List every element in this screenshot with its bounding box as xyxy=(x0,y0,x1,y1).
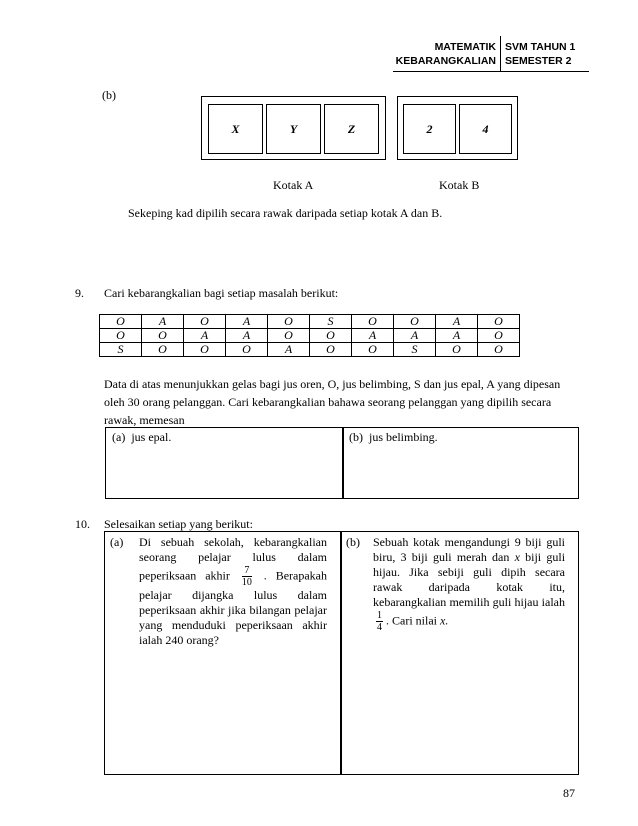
fraction-denominator: 10 xyxy=(241,577,252,588)
table-cell: S xyxy=(310,315,352,329)
table-cell: A xyxy=(352,329,394,343)
table-row xyxy=(100,343,520,357)
table-cell: A xyxy=(142,315,184,329)
card-2: 2 xyxy=(403,104,456,154)
table-cell: O xyxy=(268,315,310,329)
table-cell: O xyxy=(142,343,184,357)
q10-prompt: Selesaikan setiap yang berikut: xyxy=(104,517,253,531)
card-y: Y xyxy=(266,104,321,154)
q9-number: 9. xyxy=(75,286,84,300)
q10-b-label: (b) xyxy=(346,535,360,549)
header-subject: MATEMATIK xyxy=(434,41,496,53)
header-underline xyxy=(393,71,589,72)
q10-a-text-2: . Berapakah pelajar dijangka lulus dalam peperiksaan akhir jika bilangan pelajar yang menduduki peperiksaan akhir ialah 240 orang? xyxy=(139,568,327,647)
fraction-numerator: 7 xyxy=(242,565,252,577)
table-cell: O xyxy=(268,329,310,343)
header-semester: SEMESTER 2 xyxy=(505,55,572,67)
q10-answer-box-a[interactable] xyxy=(104,531,342,775)
table-cell: O xyxy=(478,343,520,357)
table-cell: A xyxy=(436,315,478,329)
header-topic: KEBARANGKALIAN xyxy=(395,55,496,67)
q9-description-line-1: Data di atas menunjukkan gelas bagi jus oren, O, jus belimbing, S dan jus epal, A yang dipesan xyxy=(104,377,561,391)
table-cell: O xyxy=(478,315,520,329)
table-cell: O xyxy=(310,329,352,343)
table-cell: A xyxy=(184,329,226,343)
q9-prompt: Cari kebarangkalian bagi setiap masalah berikut: xyxy=(104,286,339,300)
table-cell: S xyxy=(100,343,142,357)
q10-a-label: (a) xyxy=(110,535,124,549)
q9-description xyxy=(104,375,584,429)
header-subject-block xyxy=(396,40,496,68)
table-cell: O xyxy=(100,315,142,329)
page-number: 87 xyxy=(563,786,575,800)
card-x: X xyxy=(208,104,263,154)
table-cell: A xyxy=(226,329,268,343)
table-cell: O xyxy=(394,315,436,329)
q10-a-text-1: Di sebuah sekolah, kebarangkalian seorang pelajar lulus dalam peperiksaan akhir xyxy=(139,535,327,583)
fraction-7-10 xyxy=(242,565,252,588)
table-cell: O xyxy=(184,315,226,329)
box-a-label: Kotak A xyxy=(273,178,314,192)
q10-b-variable: x xyxy=(514,550,520,564)
box-b-label: Kotak B xyxy=(439,178,480,192)
part-b-statement: Sekeping kad dipilih secara rawak daripada setiap kotak A dan B. xyxy=(128,206,443,220)
fraction-1-4 xyxy=(376,610,383,633)
table-cell: O xyxy=(478,329,520,343)
table-cell: O xyxy=(184,343,226,357)
part-b-label: (b) xyxy=(102,88,116,102)
table-cell: A xyxy=(436,329,478,343)
q10-number: 10. xyxy=(75,517,90,531)
q10-b-text-2: biji guli hijau. Jika sebiji guli dipih secara rawak daripada kotak itu, kebarangkalian memilih guli hijau ialah xyxy=(373,550,566,609)
fraction-numerator: 1 xyxy=(377,610,382,621)
table-row xyxy=(100,329,520,343)
card-z: Z xyxy=(324,104,379,154)
table-cell: A xyxy=(268,343,310,357)
table-cell: A xyxy=(226,315,268,329)
q9-a-label: (a) xyxy=(112,430,126,444)
q9-description-line-3: rawak, memesan xyxy=(104,413,185,427)
q9-answer-box-a[interactable] xyxy=(105,427,344,499)
q9-b-label: (b) xyxy=(349,430,363,444)
table-cell: O xyxy=(310,343,352,357)
q9-data-table xyxy=(99,314,520,357)
q10-b-text-3: . Cari nilai xyxy=(386,613,437,628)
table-cell: S xyxy=(394,343,436,357)
header-class: SVM TAHUN 1 xyxy=(505,41,576,53)
table-row xyxy=(100,315,520,329)
q9-description-line-2: oleh 30 orang pelanggan. Cari kebarangkalian bahawa seorang pelanggan yang dipilih secara xyxy=(104,395,552,409)
table-cell: O xyxy=(352,315,394,329)
q10-a-question xyxy=(139,535,327,648)
table-cell: O xyxy=(226,343,268,357)
table-cell: O xyxy=(142,329,184,343)
header-divider xyxy=(500,36,501,72)
q10-answer-box-b[interactable] xyxy=(340,531,579,775)
q9-b-text: jus belimbing. xyxy=(369,430,438,444)
table-cell: O xyxy=(436,343,478,357)
q10-b-question xyxy=(373,535,565,633)
table-cell: O xyxy=(352,343,394,357)
table-cell: O xyxy=(100,329,142,343)
header-class-block xyxy=(505,40,575,68)
q10-b-text-1: Sebuah kotak mengandungi 9 biji guli biru, 3 biji guli merah dan xyxy=(373,535,565,564)
q9-answer-box-b[interactable] xyxy=(342,427,579,499)
card-4: 4 xyxy=(459,104,512,154)
fraction-denominator: 4 xyxy=(377,622,382,633)
q10-b-variable-end: x. xyxy=(440,613,449,628)
table-cell: A xyxy=(394,329,436,343)
q9-a-text: jus epal. xyxy=(131,430,172,444)
